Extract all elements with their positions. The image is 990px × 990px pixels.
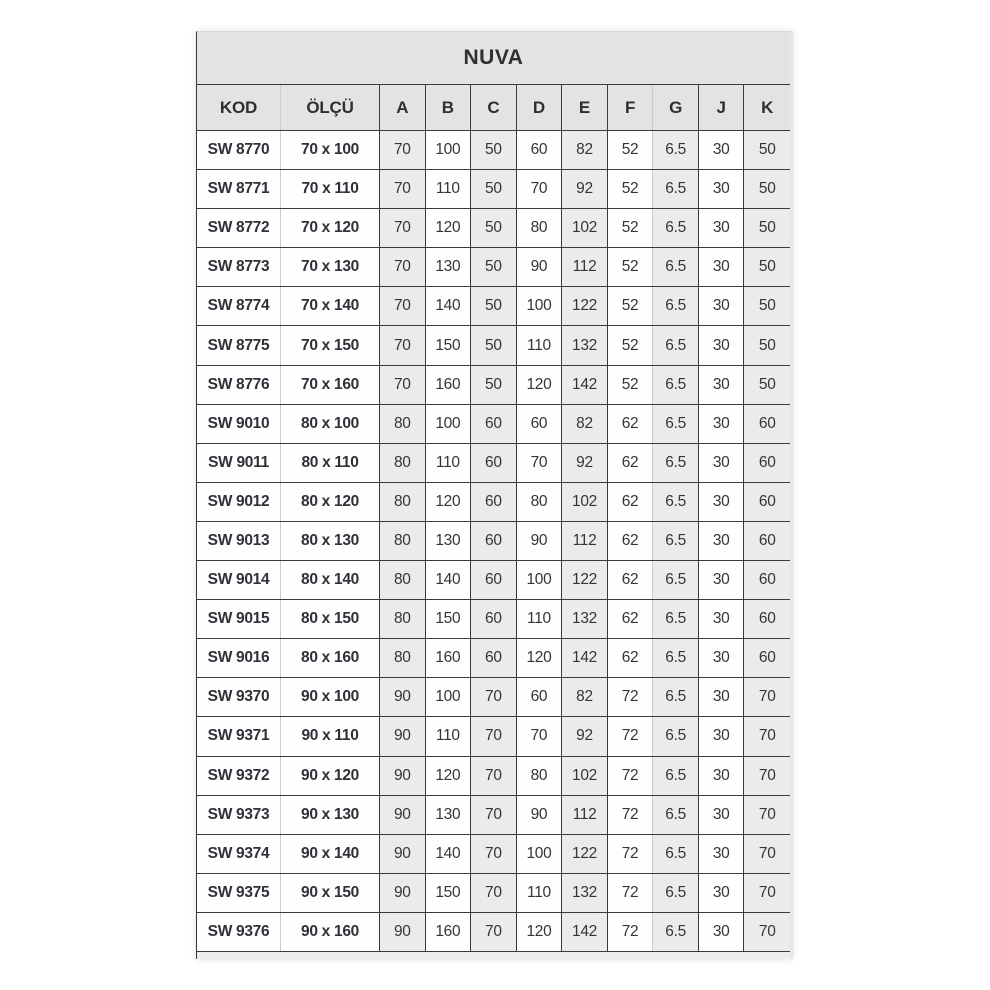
cell-b: 110	[426, 717, 472, 755]
cell-b: 100	[426, 678, 472, 716]
cell-olcu: 90 x 110	[281, 717, 380, 755]
header-cell-c: C	[471, 85, 517, 130]
cell-a: 80	[380, 444, 426, 482]
cell-kod: SW 9373	[197, 796, 281, 834]
cell-kod: SW 8774	[197, 287, 281, 325]
header-cell-g: G	[653, 85, 699, 130]
cell-kod: SW 9011	[197, 444, 281, 482]
cell-c: 50	[471, 326, 517, 364]
cell-b: 150	[426, 874, 472, 912]
cell-c: 50	[471, 209, 517, 247]
cell-olcu: 80 x 140	[281, 561, 380, 599]
cell-e: 82	[562, 678, 608, 716]
cell-g: 6.5	[653, 796, 699, 834]
header-cell-a: A	[380, 85, 426, 130]
cell-j: 30	[699, 483, 745, 521]
cell-c: 50	[471, 170, 517, 208]
cell-b: 140	[426, 835, 472, 873]
cell-d: 110	[517, 326, 563, 364]
cell-f: 72	[608, 678, 654, 716]
cell-j: 30	[699, 835, 745, 873]
cell-j: 30	[699, 248, 745, 286]
cell-f: 72	[608, 717, 654, 755]
cell-a: 90	[380, 913, 426, 951]
cell-kod: SW 9370	[197, 678, 281, 716]
table-row	[197, 170, 790, 209]
cell-e: 112	[562, 248, 608, 286]
cell-d: 100	[517, 287, 563, 325]
cell-g: 6.5	[653, 444, 699, 482]
cell-a: 70	[380, 209, 426, 247]
header-cell-d: D	[517, 85, 563, 130]
cell-c: 70	[471, 874, 517, 912]
cell-d: 60	[517, 131, 563, 169]
cell-e: 82	[562, 131, 608, 169]
cell-kod: SW 9372	[197, 757, 281, 795]
cell-k: 60	[744, 483, 790, 521]
cell-b: 110	[426, 444, 472, 482]
cell-kod: SW 9371	[197, 717, 281, 755]
cell-e: 132	[562, 600, 608, 638]
cell-d: 80	[517, 757, 563, 795]
cell-f: 62	[608, 444, 654, 482]
cell-j: 30	[699, 639, 745, 677]
cell-a: 70	[380, 170, 426, 208]
cell-j: 30	[699, 326, 745, 364]
cell-kod: SW 8775	[197, 326, 281, 364]
cell-g: 6.5	[653, 561, 699, 599]
cell-g: 6.5	[653, 248, 699, 286]
cell-d: 110	[517, 600, 563, 638]
cell-j: 30	[699, 874, 745, 912]
cell-k: 60	[744, 444, 790, 482]
cell-kod: SW 8771	[197, 170, 281, 208]
header-cell-j: J	[699, 85, 745, 130]
cell-e: 142	[562, 913, 608, 951]
cell-kod: SW 9375	[197, 874, 281, 912]
cell-j: 30	[699, 913, 745, 951]
cell-j: 30	[699, 444, 745, 482]
cell-g: 6.5	[653, 131, 699, 169]
cell-f: 62	[608, 483, 654, 521]
cell-olcu: 90 x 160	[281, 913, 380, 951]
header-cell-olcu: ÖLÇÜ	[281, 85, 380, 130]
cell-kod: SW 8772	[197, 209, 281, 247]
cell-f: 72	[608, 835, 654, 873]
cell-olcu: 70 x 160	[281, 366, 380, 404]
table-row	[197, 131, 790, 170]
cell-b: 120	[426, 483, 472, 521]
cell-f: 52	[608, 248, 654, 286]
cell-j: 30	[699, 522, 745, 560]
cell-j: 30	[699, 209, 745, 247]
cell-k: 70	[744, 874, 790, 912]
table-row	[197, 366, 790, 405]
cell-e: 82	[562, 405, 608, 443]
cell-k: 70	[744, 757, 790, 795]
cell-d: 80	[517, 483, 563, 521]
cell-d: 100	[517, 561, 563, 599]
cell-a: 80	[380, 483, 426, 521]
cell-g: 6.5	[653, 522, 699, 560]
cell-b: 100	[426, 131, 472, 169]
cell-olcu: 70 x 130	[281, 248, 380, 286]
cell-olcu: 70 x 100	[281, 131, 380, 169]
cell-olcu: 70 x 140	[281, 287, 380, 325]
cell-c: 60	[471, 600, 517, 638]
cell-f: 62	[608, 522, 654, 560]
cell-olcu: 80 x 120	[281, 483, 380, 521]
cell-e: 102	[562, 483, 608, 521]
table-row	[197, 913, 790, 952]
cell-olcu: 70 x 150	[281, 326, 380, 364]
table-bottom-strip	[197, 952, 790, 959]
cell-a: 70	[380, 248, 426, 286]
table-row	[197, 639, 790, 678]
header-cell-kod: KOD	[197, 85, 281, 130]
cell-k: 50	[744, 170, 790, 208]
spec-table	[196, 31, 793, 959]
cell-d: 70	[517, 717, 563, 755]
cell-j: 30	[699, 678, 745, 716]
table-title: NUVA	[197, 32, 790, 85]
cell-e: 92	[562, 444, 608, 482]
cell-g: 6.5	[653, 913, 699, 951]
cell-j: 30	[699, 757, 745, 795]
cell-k: 70	[744, 717, 790, 755]
cell-k: 50	[744, 366, 790, 404]
cell-k: 60	[744, 561, 790, 599]
cell-c: 70	[471, 717, 517, 755]
cell-a: 90	[380, 717, 426, 755]
cell-j: 30	[699, 796, 745, 834]
cell-b: 150	[426, 600, 472, 638]
cell-kod: SW 9016	[197, 639, 281, 677]
cell-kod: SW 9012	[197, 483, 281, 521]
cell-a: 80	[380, 405, 426, 443]
cell-kod: SW 9014	[197, 561, 281, 599]
cell-f: 72	[608, 796, 654, 834]
cell-d: 120	[517, 913, 563, 951]
cell-b: 110	[426, 170, 472, 208]
cell-g: 6.5	[653, 366, 699, 404]
cell-olcu: 90 x 140	[281, 835, 380, 873]
cell-k: 60	[744, 600, 790, 638]
cell-a: 90	[380, 757, 426, 795]
cell-k: 70	[744, 796, 790, 834]
table-row	[197, 757, 790, 796]
cell-j: 30	[699, 405, 745, 443]
cell-olcu: 70 x 110	[281, 170, 380, 208]
cell-olcu: 90 x 130	[281, 796, 380, 834]
cell-d: 90	[517, 796, 563, 834]
cell-olcu: 80 x 110	[281, 444, 380, 482]
cell-kod: SW 9374	[197, 835, 281, 873]
cell-d: 60	[517, 678, 563, 716]
cell-g: 6.5	[653, 678, 699, 716]
cell-e: 92	[562, 717, 608, 755]
table-row	[197, 248, 790, 287]
cell-a: 70	[380, 131, 426, 169]
cell-g: 6.5	[653, 209, 699, 247]
table-row	[197, 326, 790, 365]
cell-k: 50	[744, 131, 790, 169]
table-row	[197, 600, 790, 639]
table-row	[197, 717, 790, 756]
cell-f: 62	[608, 561, 654, 599]
cell-a: 90	[380, 796, 426, 834]
cell-b: 160	[426, 913, 472, 951]
cell-d: 80	[517, 209, 563, 247]
cell-c: 60	[471, 639, 517, 677]
cell-olcu: 80 x 150	[281, 600, 380, 638]
cell-e: 102	[562, 757, 608, 795]
cell-j: 30	[699, 366, 745, 404]
table-row	[197, 561, 790, 600]
cell-olcu: 80 x 130	[281, 522, 380, 560]
cell-a: 90	[380, 835, 426, 873]
cell-j: 30	[699, 717, 745, 755]
cell-k: 60	[744, 405, 790, 443]
table-row	[197, 444, 790, 483]
cell-f: 62	[608, 600, 654, 638]
cell-k: 70	[744, 913, 790, 951]
cell-e: 122	[562, 561, 608, 599]
cell-j: 30	[699, 561, 745, 599]
cell-e: 142	[562, 366, 608, 404]
cell-e: 132	[562, 326, 608, 364]
cell-b: 120	[426, 209, 472, 247]
cell-g: 6.5	[653, 483, 699, 521]
cell-e: 102	[562, 209, 608, 247]
cell-a: 70	[380, 366, 426, 404]
cell-kod: SW 8776	[197, 366, 281, 404]
cell-k: 70	[744, 835, 790, 873]
cell-c: 60	[471, 405, 517, 443]
cell-g: 6.5	[653, 874, 699, 912]
cell-c: 50	[471, 131, 517, 169]
cell-olcu: 90 x 150	[281, 874, 380, 912]
table-row	[197, 874, 790, 913]
cell-f: 52	[608, 326, 654, 364]
header-cell-k: K	[761, 97, 774, 117]
cell-g: 6.5	[653, 170, 699, 208]
cell-k: 50	[744, 209, 790, 247]
table-row	[197, 483, 790, 522]
cell-c: 60	[471, 483, 517, 521]
cell-a: 70	[380, 287, 426, 325]
table-row	[197, 405, 790, 444]
cell-g: 6.5	[653, 405, 699, 443]
cell-c: 60	[471, 522, 517, 560]
cell-c: 50	[471, 248, 517, 286]
cell-f: 52	[608, 287, 654, 325]
cell-j: 30	[699, 600, 745, 638]
cell-j: 30	[699, 170, 745, 208]
table-row	[197, 835, 790, 874]
cell-e: 92	[562, 170, 608, 208]
cell-c: 70	[471, 678, 517, 716]
cell-c: 70	[471, 913, 517, 951]
cell-c: 50	[471, 287, 517, 325]
cell-kod: SW 8773	[197, 248, 281, 286]
cell-b: 150	[426, 326, 472, 364]
cell-d: 90	[517, 522, 563, 560]
cell-c: 70	[471, 835, 517, 873]
table-row	[197, 209, 790, 248]
cell-d: 110	[517, 874, 563, 912]
cell-j: 30	[699, 287, 745, 325]
cell-e: 132	[562, 874, 608, 912]
cell-a: 80	[380, 561, 426, 599]
cell-f: 52	[608, 131, 654, 169]
cell-f: 52	[608, 209, 654, 247]
cell-d: 120	[517, 366, 563, 404]
cell-k: 50	[744, 248, 790, 286]
cell-b: 140	[426, 287, 472, 325]
header-cell-b: B	[426, 85, 472, 130]
cell-olcu: 80 x 160	[281, 639, 380, 677]
cell-g: 6.5	[653, 326, 699, 364]
cell-a: 80	[380, 600, 426, 638]
cell-f: 52	[608, 366, 654, 404]
cell-b: 100	[426, 405, 472, 443]
header-cell-e: E	[562, 85, 608, 130]
cell-c: 70	[471, 796, 517, 834]
cell-b: 130	[426, 796, 472, 834]
cell-f: 72	[608, 757, 654, 795]
cell-olcu: 90 x 100	[281, 678, 380, 716]
cell-g: 6.5	[653, 600, 699, 638]
cell-f: 62	[608, 639, 654, 677]
cell-b: 160	[426, 639, 472, 677]
cell-d: 60	[517, 405, 563, 443]
cell-b: 130	[426, 248, 472, 286]
cell-c: 50	[471, 366, 517, 404]
cell-kod: SW 9376	[197, 913, 281, 951]
table-row	[197, 796, 790, 835]
table-header-row	[197, 85, 790, 131]
cell-g: 6.5	[653, 835, 699, 873]
cell-e: 122	[562, 287, 608, 325]
cell-e: 142	[562, 639, 608, 677]
cell-f: 72	[608, 913, 654, 951]
cell-k: 60	[744, 522, 790, 560]
cell-c: 60	[471, 561, 517, 599]
cell-b: 120	[426, 757, 472, 795]
cell-j: 30	[699, 131, 745, 169]
cell-f: 62	[608, 405, 654, 443]
cell-c: 60	[471, 444, 517, 482]
header-cell-f: F	[608, 85, 654, 130]
cell-g: 6.5	[653, 757, 699, 795]
cell-kod: SW 8770	[197, 131, 281, 169]
cell-kod: SW 9013	[197, 522, 281, 560]
cell-d: 90	[517, 248, 563, 286]
cell-k: 50	[744, 287, 790, 325]
cell-g: 6.5	[653, 639, 699, 677]
cell-k: 50	[744, 326, 790, 364]
cell-b: 130	[426, 522, 472, 560]
cell-a: 70	[380, 326, 426, 364]
cell-olcu: 80 x 100	[281, 405, 380, 443]
cell-a: 90	[380, 874, 426, 912]
cell-f: 72	[608, 874, 654, 912]
cell-kod: SW 9015	[197, 600, 281, 638]
cell-olcu: 70 x 120	[281, 209, 380, 247]
cell-d: 70	[517, 444, 563, 482]
cell-a: 80	[380, 639, 426, 677]
cell-f: 52	[608, 170, 654, 208]
cell-d: 70	[517, 170, 563, 208]
cell-olcu: 90 x 120	[281, 757, 380, 795]
cell-a: 80	[380, 522, 426, 560]
cell-kod: SW 9010	[197, 405, 281, 443]
cell-b: 160	[426, 366, 472, 404]
cell-k: 70	[744, 678, 790, 716]
cell-d: 100	[517, 835, 563, 873]
cell-e: 122	[562, 835, 608, 873]
cell-d: 120	[517, 639, 563, 677]
cell-g: 6.5	[653, 717, 699, 755]
cell-k: 60	[744, 639, 790, 677]
cell-g: 6.5	[653, 287, 699, 325]
table-row	[197, 522, 790, 561]
table-row	[197, 678, 790, 717]
cell-b: 140	[426, 561, 472, 599]
cell-e: 112	[562, 522, 608, 560]
table-body	[197, 131, 790, 952]
table-row	[197, 287, 790, 326]
cell-e: 112	[562, 796, 608, 834]
cell-a: 90	[380, 678, 426, 716]
cell-c: 70	[471, 757, 517, 795]
